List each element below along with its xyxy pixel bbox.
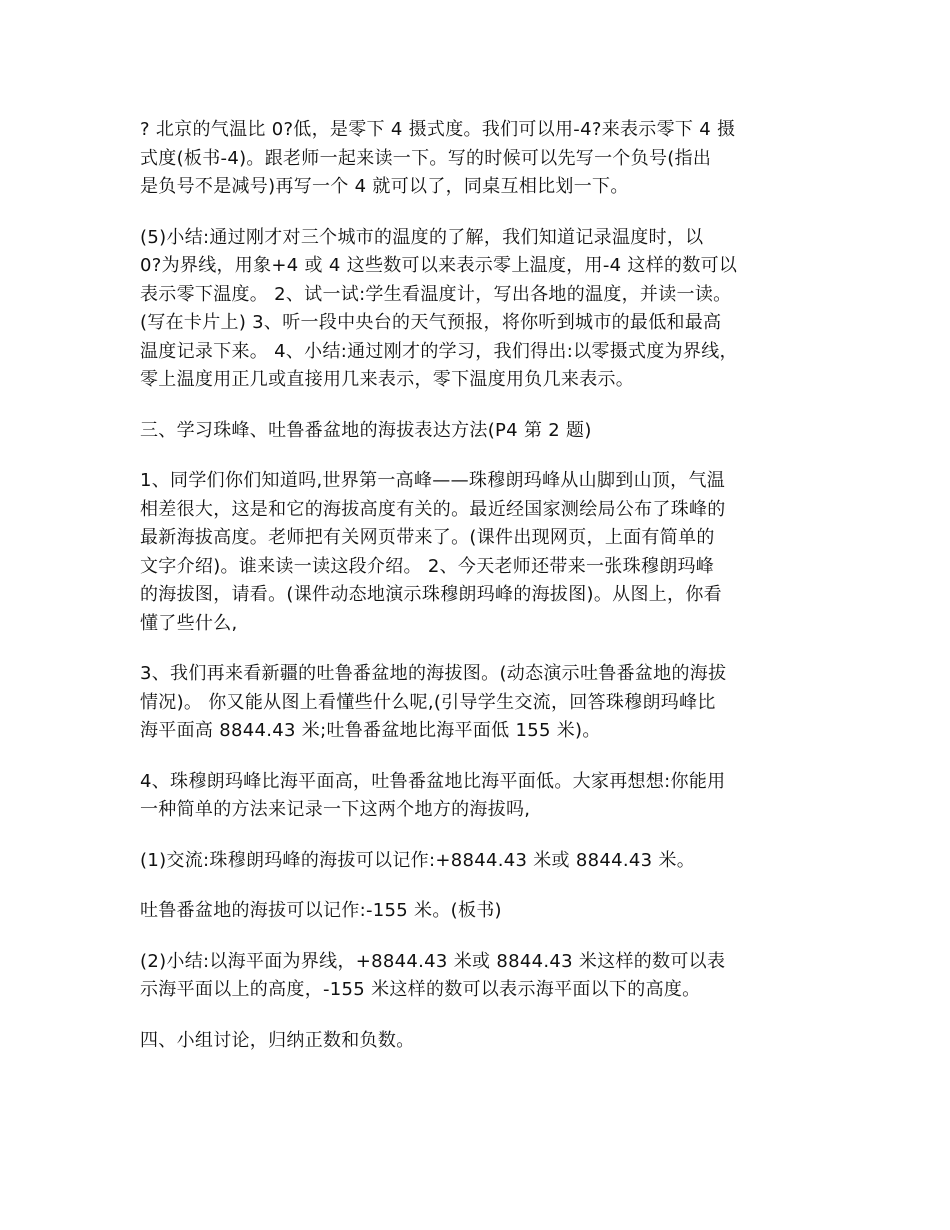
text-line: 吐鲁番盆地的海拔可以记作:-155 米。(板书) xyxy=(140,900,502,921)
text-line: 懂了些什么, xyxy=(140,612,238,634)
paragraph xyxy=(140,467,830,638)
text-line: 表示零下温度。 2、试一试:学生看温度计，写出各地的温度，并读一读。 xyxy=(140,283,732,305)
text-line: 相差很大，这是和它的海拔高度有关的。最近经国家测绘局公布了珠峰的 xyxy=(140,498,726,520)
text-line: 温度记录下来。 4、小结:通过刚才的学习，我们得出:以零摄式度为界线， xyxy=(140,340,738,362)
text-line: (1)交流:珠穆朗玛峰的海拔可以记作:+8844.43 米或 8844.43 米。 xyxy=(140,849,696,871)
paragraph xyxy=(140,224,830,395)
text-line: (5)小结:通过刚才对三个城市的温度的了解，我们知道记录温度时，以 xyxy=(140,226,704,248)
text-line: 0?为界线，用象+4 或 4 这些数可以来表示零上温度，用-4 这样的数可以 xyxy=(140,255,738,276)
text-line: 海平面高 8844.43 米;吐鲁番盆地比海平面低 155 米)。 xyxy=(140,720,601,741)
text-line: 最新海拔高度。老师把有关网页带来了。(课件出现网页，上面有简单的 xyxy=(140,527,715,548)
text-line: 4、珠穆朗玛峰比海平面高，吐鲁番盆地比海平面低。大家再想想:你能用 xyxy=(140,770,726,792)
paragraph xyxy=(140,897,830,926)
text-line: 式度(板书-4)。跟老师一起来读一下。写的时候可以先写一个负号(指出 xyxy=(140,147,712,169)
text-line: 情况)。 你又能从图上看懂些什么呢,(引导学生交流，回答珠穆朗玛峰比 xyxy=(140,691,716,713)
paragraph xyxy=(140,847,830,876)
text-line: (写在卡片上) 3、听一段中央台的天气预报，将你听到城市的最低和最高 xyxy=(140,312,722,333)
text-line: ? 北京的气温比 0?低，是零下 4 摄式度。我们可以用-4?来表示零下 4 摄 xyxy=(140,119,736,140)
text-line: (2)小结:以海平面为界线，+8844.43 米或 8844.43 米这样的数可以表 xyxy=(140,950,726,972)
paragraph xyxy=(140,417,830,446)
text-line: 四、小组讨论，归纳正数和负数。 xyxy=(140,1029,415,1051)
text-line: 文字介绍)。谁来读一读这段介绍。 2、今天老师还带来一张珠穆朗玛峰 xyxy=(140,555,715,577)
paragraph xyxy=(140,116,830,202)
paragraph xyxy=(140,948,830,1005)
paragraph xyxy=(140,660,830,746)
text-line: 示海平面以上的高度，-155 米这样的数可以表示海平面以下的高度。 xyxy=(140,979,701,1000)
text-line: 三、学习珠峰、吐鲁番盆地的海拔表达方法(P4 第 2 题) xyxy=(140,419,592,441)
document-page xyxy=(140,116,830,1077)
paragraph xyxy=(140,1027,830,1056)
text-line: 的海拔图，请看。(课件动态地演示珠穆朗玛峰的海拔图)。从图上，你看 xyxy=(140,584,722,605)
text-line: 3、我们再来看新疆的吐鲁番盆地的海拔图。(动态演示吐鲁番盆地的海拔 xyxy=(140,663,727,684)
paragraph xyxy=(140,768,830,825)
text-line: 是负号不是减号)再写一个 4 就可以了，同桌互相比划一下。 xyxy=(140,176,629,197)
text-line: 1、同学们你们知道吗,世界第一高峰——珠穆朗玛峰从山脚到山顶，气温 xyxy=(140,470,726,491)
text-line: 零上温度用正几或直接用几来表示，零下温度用负几来表示。 xyxy=(140,369,635,390)
text-line: 一种简单的方法来记录一下这两个地方的海拔吗, xyxy=(140,799,531,820)
